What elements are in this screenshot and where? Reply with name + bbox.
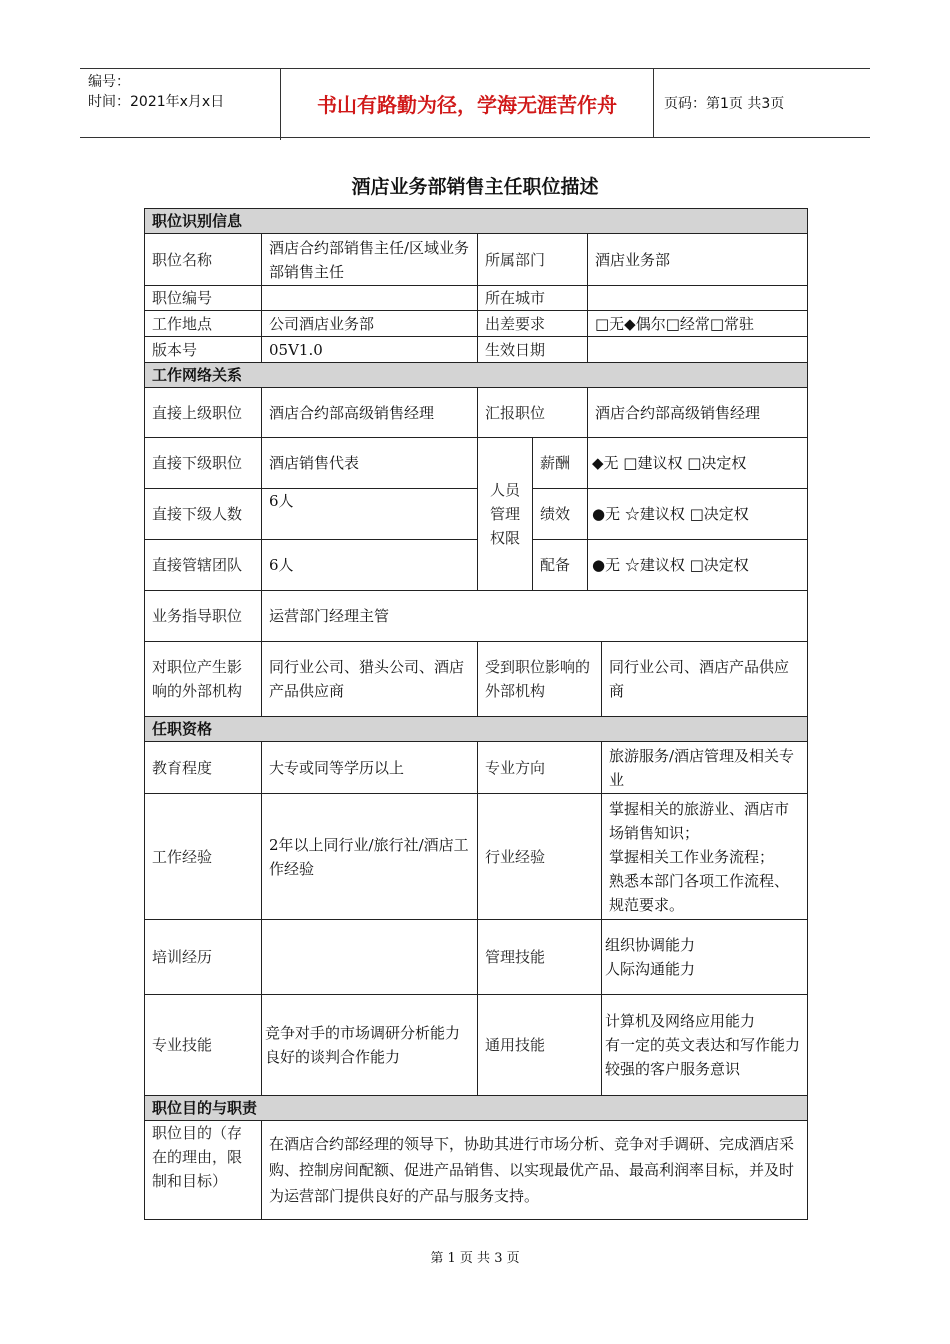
ext-affected-label: 受到职位影响的外部机构 bbox=[478, 642, 602, 717]
subordinate-label: 直接下级职位 bbox=[145, 438, 262, 489]
location-label: 工作地点 bbox=[145, 311, 262, 337]
effective-label: 生效日期 bbox=[478, 337, 588, 363]
time-label: 时间：2021年x月x日 bbox=[88, 94, 225, 110]
industry bbox=[602, 794, 808, 920]
document-title: 酒店业务部销售主任职位描述 bbox=[351, 176, 599, 198]
work-label: 工作经验 bbox=[145, 794, 262, 920]
industry-label: 行业经验 bbox=[478, 794, 602, 920]
salary-authority: ◆无 □建议权 □决定权 bbox=[588, 438, 808, 489]
ext-affected: 同行业公司、酒店产品供应商 bbox=[602, 642, 808, 717]
gen-skill-line: 较强的客户服务意识 bbox=[605, 1060, 741, 1078]
perf-authority: ●无 ☆建议权 □决定权 bbox=[588, 489, 808, 540]
industry-line: 掌握相关工作业务流程； bbox=[609, 847, 775, 866]
gen-skill bbox=[602, 995, 808, 1096]
pos-name: 酒店合约部销售主任/区域业务部销售主任 bbox=[262, 234, 478, 286]
training bbox=[262, 920, 478, 995]
gen-skill-label: 通用技能 bbox=[478, 995, 602, 1096]
salary-label: 薪酬 bbox=[533, 438, 588, 489]
pro-skill-label: 专业技能 bbox=[145, 995, 262, 1096]
superior: 酒店合约部高级销售经理 bbox=[262, 388, 478, 438]
code-label: 编号： bbox=[88, 74, 130, 90]
version-label: 版本号 bbox=[145, 337, 262, 363]
major: 旅游服务/酒店管理及相关专业 bbox=[602, 742, 808, 794]
staffing-label: 配备 bbox=[533, 540, 588, 591]
page-footer: 第 1 页 共 3 页 bbox=[430, 1251, 520, 1266]
subordinate: 酒店销售代表 bbox=[262, 438, 478, 489]
team: 6人 bbox=[262, 540, 478, 591]
ext-affect: 同行业公司、猎头公司、酒店产品供应商 bbox=[262, 642, 478, 717]
location: 公司酒店业务部 bbox=[262, 311, 478, 337]
city bbox=[588, 286, 808, 311]
sub-count-label: 直接下级人数 bbox=[145, 489, 262, 540]
ext-affect-label: 对职位产生影响的外部机构 bbox=[145, 642, 262, 717]
pos-no bbox=[262, 286, 478, 311]
pro-skill-line: 良好的谈判合作能力 bbox=[265, 1048, 401, 1066]
mgmt-skill-line: 组织协调能力 bbox=[605, 936, 696, 954]
training-label: 培训经历 bbox=[145, 920, 262, 995]
major-label: 专业方向 bbox=[478, 742, 602, 794]
section-identity: 职位识别信息 bbox=[145, 209, 808, 234]
section-qualification: 任职资格 bbox=[145, 717, 808, 742]
city-label: 所在城市 bbox=[478, 286, 588, 311]
perf-label: 绩效 bbox=[533, 489, 588, 540]
job-description-table bbox=[144, 208, 808, 1220]
mgmt-authority-label: 人员管理权限 bbox=[478, 438, 533, 591]
pro-skill bbox=[262, 995, 478, 1096]
sub-count: 6人 bbox=[262, 489, 478, 540]
superior-label: 直接上级职位 bbox=[145, 388, 262, 438]
travel-label: 出差要求 bbox=[478, 311, 588, 337]
industry-line: 熟悉本部门各项工作流程、规范要求。 bbox=[609, 871, 790, 914]
guide: 运营部门经理主管 bbox=[262, 591, 808, 642]
dept: 酒店业务部 bbox=[588, 234, 808, 286]
header-meta bbox=[80, 69, 281, 140]
pos-no-label: 职位编号 bbox=[145, 286, 262, 311]
header-page-info: 页码：第1页 共3页 bbox=[664, 96, 785, 112]
edu-label: 教育程度 bbox=[145, 742, 262, 794]
version: 05V1.0 bbox=[262, 337, 478, 363]
team-label: 直接管辖团队 bbox=[145, 540, 262, 591]
section-network: 工作网络关系 bbox=[145, 363, 808, 388]
guide-label: 业务指导职位 bbox=[145, 591, 262, 642]
effective bbox=[588, 337, 808, 363]
mgmt-skill-label: 管理技能 bbox=[478, 920, 602, 995]
gen-skill-line: 有一定的英文表达和写作能力 bbox=[605, 1036, 801, 1054]
dept-label: 所属部门 bbox=[478, 234, 588, 286]
industry-line: 掌握相关的旅游业、酒店市场销售知识； bbox=[609, 799, 790, 842]
mgmt-skill-line: 人际沟通能力 bbox=[605, 960, 696, 978]
document-header bbox=[80, 68, 870, 138]
header-motto: 书山有路勤为径，学海无涯苦作舟 bbox=[281, 69, 654, 137]
work: 2年以上同行业/旅行社/酒店工作经验 bbox=[262, 794, 478, 920]
section-purpose: 职位目的与职责 bbox=[145, 1096, 808, 1121]
report: 酒店合约部高级销售经理 bbox=[588, 388, 808, 438]
staffing-authority: ●无 ☆建议权 □决定权 bbox=[588, 540, 808, 591]
mgmt-skill bbox=[602, 920, 808, 995]
purpose-label: 职位目的（存在的理由，限制和目标） bbox=[145, 1121, 262, 1220]
gen-skill-line: 计算机及网络应用能力 bbox=[605, 1012, 756, 1030]
purpose-text: 在酒店合约部经理的领导下，协助其进行市场分析、竞争对手调研、完成酒店采购、控制房间配额、促进产品销售、以实现最优产品、最高利润率目标，并及时为运营部门提供良好的产品与服务支持。 bbox=[262, 1121, 808, 1220]
report-label: 汇报职位 bbox=[478, 388, 588, 438]
pro-skill-line: 竞争对手的市场调研分析能力 bbox=[265, 1024, 461, 1042]
pos-name-label: 职位名称 bbox=[145, 234, 262, 286]
edu: 大专或同等学历以上 bbox=[262, 742, 478, 794]
travel: □无◆偶尔□经常□常驻 bbox=[588, 311, 808, 337]
